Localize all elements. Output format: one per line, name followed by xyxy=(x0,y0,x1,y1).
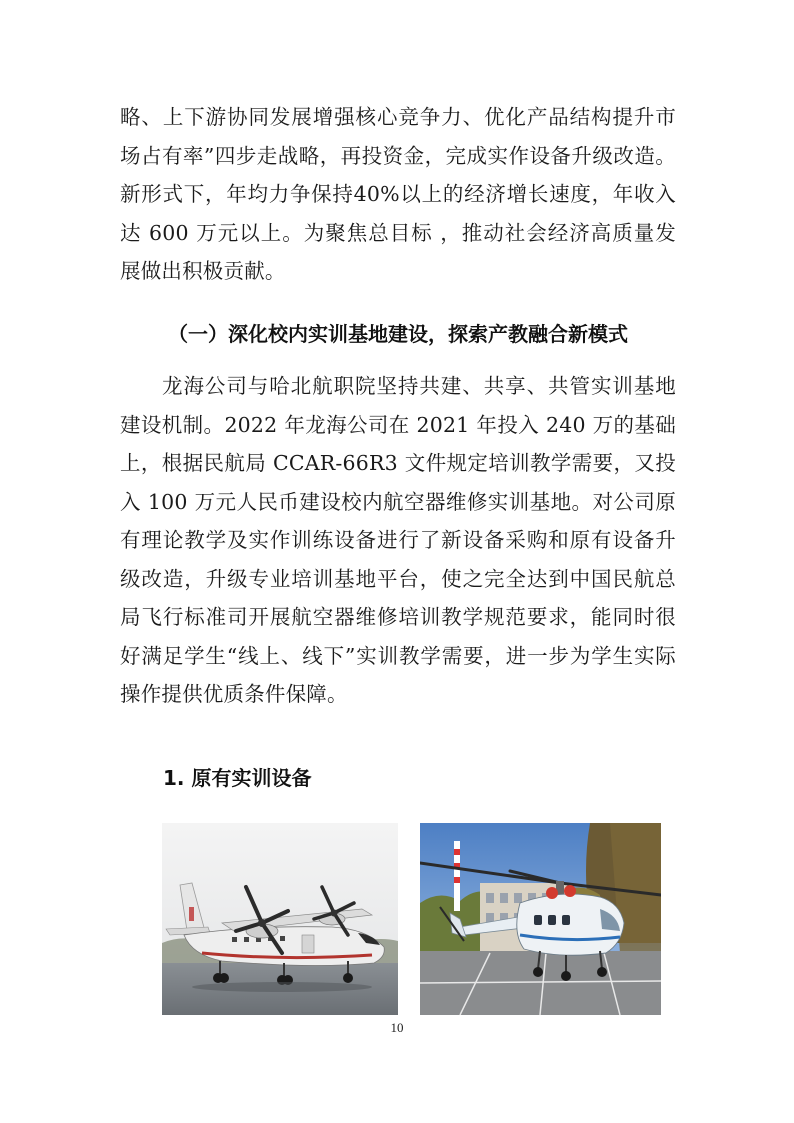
helicopter-photo xyxy=(420,823,661,1015)
paragraph-2: 龙海公司与哈北航职院坚持共建、共享、共管实训基地建设机制。2022 年龙海公司在 2021 年投入 240 万的基础上，根据民航局 CCAR-66R3 文件规定培训教学需要，又投入 100 万元人民币建设校内航空器维修实训基地。对公司原有理论教学及实作训练设备进行了新设备采购和原有设备升级改造，升级专业培训基地平台，使之完全达到中国民航总局飞行标准司开展航空器维修培训教学规范要求，能同时很好满足学生“线上、线下”实训教学需要，进一步为学生实际操作提供优质条件保障。 xyxy=(120,374,676,706)
turboprop-airplane-icon xyxy=(162,823,398,1015)
section-heading: （一）深化校内实训基地建设，探索产教融合新模式 xyxy=(168,322,628,346)
paragraph-1: 略、上下游协同发展增强核心竞争力、优化产品结构提升市场占有率”四步走战略，再投资金，完成实作设备升级改造。新形式下，年均力争保持40%以上的经济增长速度，年收入达 600 万元以上。为聚焦总目标 ，推动社会经济高质量发展做出积极贡献。 xyxy=(120,105,676,283)
helicopter-icon xyxy=(420,823,661,1015)
airplane-photo xyxy=(162,823,398,1015)
page-number: 10 xyxy=(390,1020,404,1035)
subsection-heading: 1. 原有实训设备 xyxy=(163,766,312,790)
